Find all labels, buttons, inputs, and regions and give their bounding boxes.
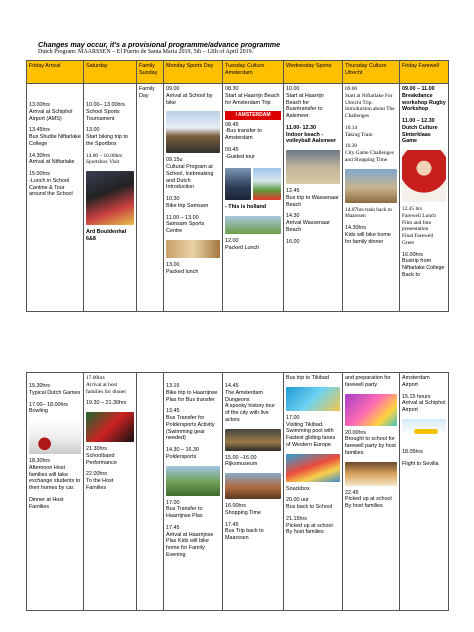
schedule-item: 10.00 Start at Haarrijn Beach for Busntransfer to Aalsmeer.: [286, 86, 324, 119]
cell-thursday: [343, 373, 400, 611]
col-header: Friday Arrival: [27, 61, 84, 84]
schedule-item: 13.00hrs Arrival at Schiphol Airport (AMS): [29, 102, 73, 122]
cell-wednesday: [284, 373, 343, 611]
party-photo: [345, 394, 397, 426]
schedule-item: 17.45 Arrival at Haarrijnse Plas Kids will bike home for Family Evening: [166, 524, 214, 558]
schedule-item: 10.00– 13.00hrs School Sports Tournament: [86, 102, 125, 122]
header-row: [27, 61, 449, 84]
waterslide-photo: [286, 454, 340, 482]
schedule-item: 08.45 -Bus transfer to Amsterdam: [225, 121, 262, 141]
dungeon-photo: [225, 429, 281, 451]
bowling-photo: [29, 420, 81, 454]
page-subtitle: Dutch Program: MAARSSEN – El Puerto de Santa Maria 2019, 5th – 12th of April 2019.: [38, 49, 254, 55]
schedule-item: 14.30hrs Kids will bike home for family dinner: [345, 225, 391, 245]
cell-friday: [27, 84, 84, 312]
schedule-item: 20.00hrs Brought to school for farewell party by host families.: [345, 429, 396, 456]
cell-thursday: [343, 84, 400, 312]
schedule-item: and preparation for farewell party: [345, 375, 391, 388]
page-title: Changes may occur, it's a provisional programme/advance programme: [38, 40, 281, 49]
col-header: Friday Farewell: [400, 61, 449, 84]
tulip-photo: [253, 168, 281, 200]
climbing-photo: [86, 171, 134, 225]
schedule-item: 13.45 Bus Transfer for Poldersports Activity (Swimming gear needed): [166, 408, 215, 442]
schedule-item: 10.30 Bike trip Samsam: [166, 196, 209, 209]
sports-centre-photo: [166, 240, 220, 258]
col-header: Family Sunday: [137, 61, 164, 84]
casino-photo: [86, 412, 134, 442]
schedule-item: 12.45 hrs Farewell Lunch Film and foto presentation Final Farewell Greet: [402, 206, 436, 246]
cell-monday: [164, 373, 223, 611]
cell-sunday: [137, 84, 164, 312]
schedule-item: 15.00hrs -Lunch in School Cantine & Tour around the School: [29, 171, 73, 198]
airplane-photo: [402, 419, 446, 445]
schedule-item: 16.00hrs Shopping Time: [225, 503, 261, 516]
schedule-item: Dinner at Host Families: [29, 496, 64, 510]
cell-friday: [27, 373, 84, 611]
schedule-item: 17.00– 18.00hrs Bowling: [29, 401, 68, 415]
schedule-item: 09.15u Cultural Program at School, Icebreaking and Dutch Introduction: [166, 157, 214, 191]
schedule-item: 14.45 The Amsterdam Dungeons A spooky history tour of the city with live actors: [225, 383, 276, 423]
schedule-item: 19.30 – 21.30hrs: [86, 400, 127, 407]
schedule-item: 15.30hrs Typical Dutch Games: [29, 383, 81, 396]
schedule-item: 14.00 – 16.00hrs Sportsbox Visit: [86, 152, 123, 166]
schedule-item: 15.00 –16.00 Rijksmuseum: [225, 454, 258, 468]
schedule-item: 21.15hrs Picked up at school By host families: [286, 515, 333, 536]
beach-photo: [286, 150, 340, 184]
cell-sunday: [137, 373, 164, 611]
cell-saturday: [84, 84, 137, 312]
airplane-icon: [414, 429, 438, 434]
schedule-item: 18.30hrs Afternoon Host families will take exchange students to their homes by car.: [29, 458, 81, 491]
schedule-item: 13.45hrs Bus Shuttle Niftarlake College: [29, 127, 81, 147]
schedule-item: 20.00 uur Bus back to School: [286, 497, 333, 510]
col-header: Monday Sports Day: [164, 61, 223, 84]
schedule-item: Family Day: [139, 86, 155, 99]
schedule-row: [27, 373, 449, 611]
schedule-item: 12.00 Packed Lunch: [225, 238, 260, 251]
schedule-item: 11.00 – 13.00 Samsam Sports Centre: [166, 214, 205, 234]
utrecht-photo: [345, 169, 397, 203]
schedule-item: 09.00 Start at Niftarlake For Utrecht Trip. Introduction about The Challenges: [345, 86, 395, 119]
cell-wednesday: [284, 84, 343, 312]
cell-friday-farewell: [400, 373, 449, 611]
schedule-item: 13.00 Packed lunch: [166, 261, 199, 275]
dinner-photo: [345, 462, 397, 486]
schedule-item: 14.30 Arrival Wassenaar Beach: [286, 213, 330, 233]
amsterdam-banner: I AMSTERDAM: [225, 111, 281, 119]
schedule-item: 12.45 Bus trip to Wassenaar Beach: [286, 188, 339, 208]
schedule-item: 16.00hrs Bustrip from Niftarlake College Back to: [402, 251, 445, 278]
schedule-item: 09.00 – 11.00 Breakdance workshop Rugby Workshop: [402, 86, 446, 113]
schedule-item: 17.00 Bus Transfer to Haarrijnse Plas: [166, 499, 203, 519]
cell-friday-farewell: [400, 84, 449, 312]
schedule-item: 10.30 City Game Challenges and Shopping Time: [345, 143, 394, 163]
schedule-item: Amsterdam Airport: [402, 375, 430, 388]
programme-table-week1: [26, 60, 449, 312]
photo-caption: - This is holland: [225, 204, 267, 211]
schedule-item: 16.00: [286, 238, 300, 245]
schedule-item: 22.45 Picked up at school By host families: [345, 489, 392, 509]
sinterklaas-photo: [402, 150, 446, 202]
schedule-item: Snackbox: [286, 485, 310, 492]
schedule-item: 17.45 Bus Trip back to Maarssen: [225, 521, 264, 541]
schedule-item: 13.00 Start biking trip to the Sportbox: [86, 127, 128, 147]
schedule-item: 14.07hrs train back to Maarssen: [345, 206, 393, 220]
schedule-item: 22.00hrs To the Host Families: [86, 471, 114, 491]
col-header: Saturday: [84, 61, 137, 84]
cell-monday: [164, 84, 223, 312]
schedule-item: 08.30 Start at Haarrijn Beach for Amsterdam Trip: [225, 86, 280, 106]
schedule-item: 09.00 Arrival at School by bike: [166, 86, 213, 106]
schedule-item: Flight to Sevilla: [402, 460, 439, 467]
rijksmuseum-photo: [225, 473, 281, 499]
schedule-item: 11.00- 12.30 Indoor beach - volleyball Aalsmeer: [286, 124, 337, 145]
schedule-item: Bus trip to Tikibad: [286, 375, 329, 381]
cell-saturday: [84, 373, 137, 611]
schedule-item: 10.14 Taking Train: [345, 124, 373, 138]
canal-photo: [225, 168, 251, 200]
schedule-item: 09.45 -Guided tour: [225, 146, 255, 160]
cell-tuesday: [223, 84, 284, 312]
schedule-item: 13.15 Bike trip to Haarrijnse Plas for Bus transfer: [166, 383, 218, 403]
schedule-item: 18.05hrs: [402, 448, 423, 455]
poldersports-photo: [166, 466, 220, 496]
schedule-item: 21.30hrs Schoolband Performance: [86, 446, 117, 466]
cell-tuesday: [223, 373, 284, 611]
schedule-row: [27, 84, 449, 312]
photo-caption: Ard Bouldenhal 6&8: [86, 229, 127, 242]
schedule-item: 15.15 hours Arrival at Schiphol Airport: [402, 393, 446, 413]
schedule-item: 14.30 – 16.30 Poldersports: [166, 447, 199, 460]
bikes-photo: [166, 111, 220, 153]
schedule-item: 17.00 Visiting Tikibad. Swimming pool with Fastest gliding lanes of Western Europe: [286, 414, 336, 448]
holland-photo: [225, 216, 281, 234]
col-header: Thursday Culture Utrecht: [343, 61, 400, 84]
schedule-item: 14.30hrs Arrival at Niftarlake: [29, 152, 75, 166]
tikibad-photo: [286, 387, 340, 411]
schedule-item: 11.00 – 12.30 Dutch Culture Sinterklaas Game: [402, 118, 438, 145]
col-header: Tuesday Culture Amsterdam: [223, 61, 284, 84]
col-header: Wednesday Sports: [284, 61, 343, 84]
schedule-item: 17.00hrs Arrival at host families for dinner: [86, 375, 127, 395]
programme-table-week2: [26, 372, 449, 611]
